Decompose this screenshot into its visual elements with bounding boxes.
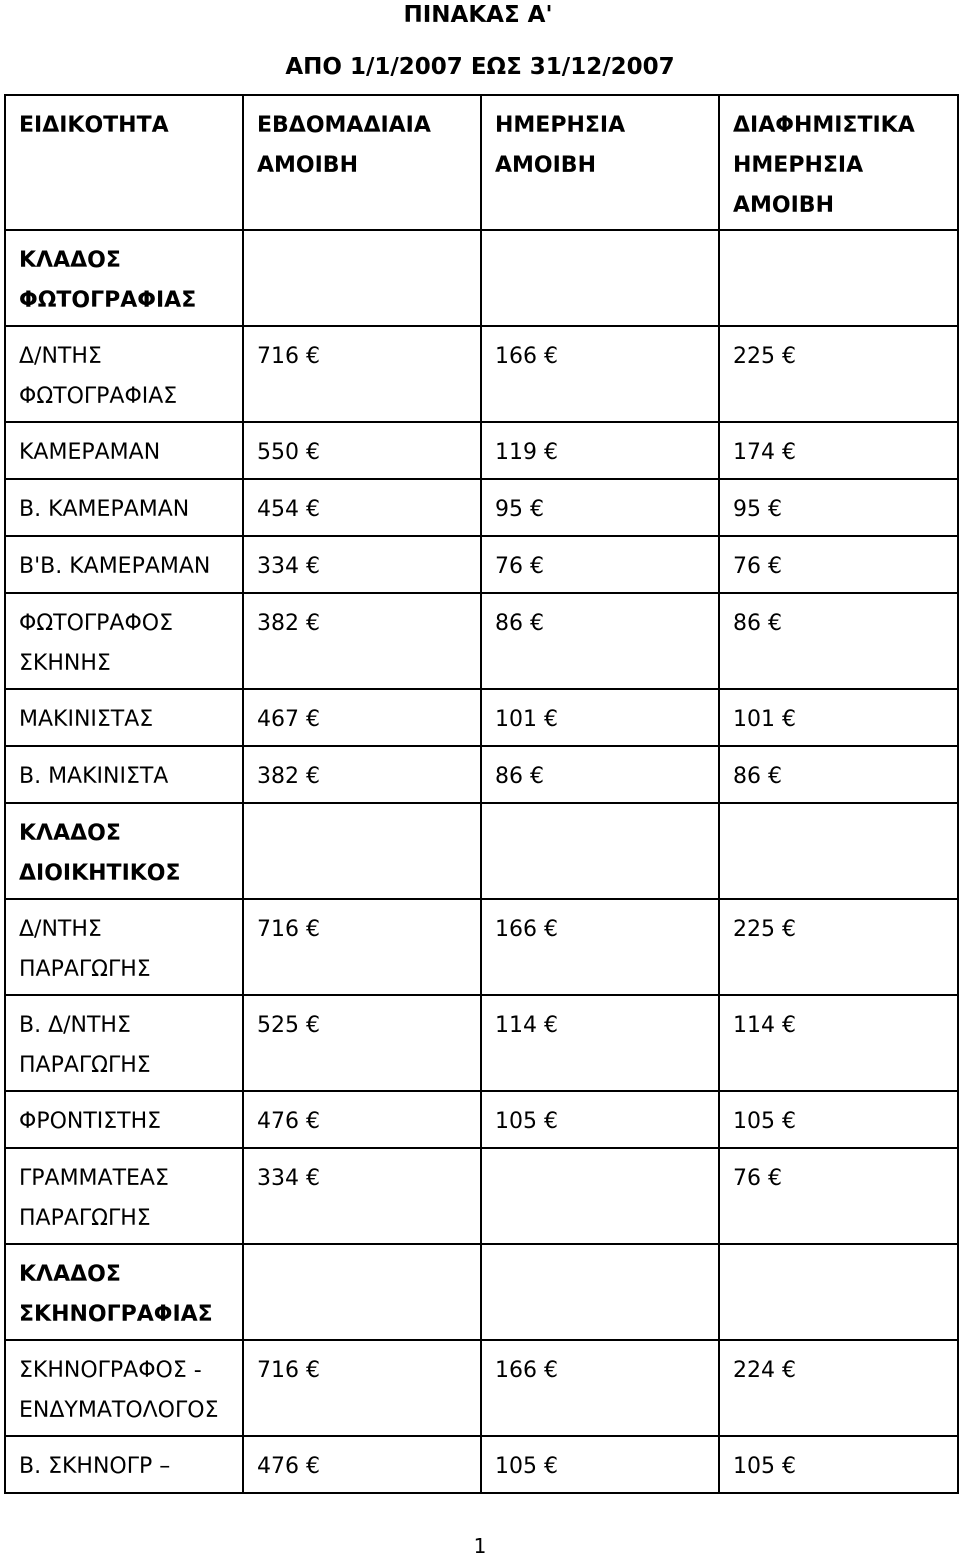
table-cell-weekly: 716 € <box>243 326 481 422</box>
table-cell-weekly: 382 € <box>243 746 481 803</box>
table-cell-weekly: 476 € <box>243 1436 481 1493</box>
table-cell-daily: 166 € <box>481 1340 719 1436</box>
table-cell <box>243 803 481 899</box>
table-cell-weekly: 382 € <box>243 593 481 689</box>
table-cell-weekly: 476 € <box>243 1091 481 1148</box>
table-cell <box>481 1244 719 1340</box>
section-label: ΚΛΑΔΟΣ ΦΩΤΟΓΡΑΦΙΑΣ <box>5 230 243 326</box>
table-cell-daily: 105 € <box>481 1436 719 1493</box>
section-row <box>5 1244 958 1340</box>
table-cell-weekly: 334 € <box>243 1148 481 1244</box>
table-header-row <box>5 95 958 230</box>
table-cell-advertising: 95 € <box>719 479 958 536</box>
table-cell-specialty: Δ/ΝΤΗΣ ΦΩΤΟΓΡΑΦΙΑΣ <box>5 326 243 422</box>
table-cell-advertising: 225 € <box>719 326 958 422</box>
table-cell-daily: 166 € <box>481 326 719 422</box>
table-cell-advertising: 86 € <box>719 593 958 689</box>
table-cell-specialty: Β'Β. ΚΑΜΕΡΑΜΑΝ <box>5 536 243 593</box>
table-cell-weekly: 454 € <box>243 479 481 536</box>
table-cell-weekly: 716 € <box>243 899 481 995</box>
table-row <box>5 479 958 536</box>
table-cell-specialty: ΣΚΗΝΟΓΡΑΦΟΣ - ΕΝΔΥΜΑΤΟΛΟΓΟΣ <box>5 1340 243 1436</box>
section-row <box>5 230 958 326</box>
table-cell <box>243 230 481 326</box>
table-cell-daily <box>481 1148 719 1244</box>
table-cell-daily: 119 € <box>481 422 719 479</box>
table-cell <box>719 803 958 899</box>
table-cell-daily: 166 € <box>481 899 719 995</box>
header-cell-advertising-daily-pay: ΔΙΑΦΗΜΙΣΤΙΚΑ ΗΜΕΡΗΣΙΑ ΑΜΟΙΒΗ <box>719 95 958 230</box>
table-row <box>5 593 958 689</box>
table-cell-advertising: 86 € <box>719 746 958 803</box>
table-row <box>5 326 958 422</box>
section-row <box>5 803 958 899</box>
table-cell-weekly: 467 € <box>243 689 481 746</box>
table-cell-specialty: Β. Δ/ΝΤΗΣ ΠΑΡΑΓΩΓΗΣ <box>5 995 243 1091</box>
table-cell-specialty: ΦΩΤΟΓΡΑΦΟΣ ΣΚΗΝΗΣ <box>5 593 243 689</box>
table-cell-advertising: 105 € <box>719 1091 958 1148</box>
table-row <box>5 995 958 1091</box>
table-cell-specialty: Β. ΣΚΗΝΟΓΡ – <box>5 1436 243 1493</box>
document-period: ΑΠΟ 1/1/2007 ΕΩΣ 31/12/2007 <box>285 54 675 80</box>
table-cell-advertising: 105 € <box>719 1436 958 1493</box>
table-cell <box>719 230 958 326</box>
table-cell-specialty: ΚΑΜΕΡΑΜΑΝ <box>5 422 243 479</box>
table-cell-advertising: 114 € <box>719 995 958 1091</box>
table-row <box>5 689 958 746</box>
table-cell-advertising: 76 € <box>719 1148 958 1244</box>
table-cell <box>719 1244 958 1340</box>
table-cell-advertising: 224 € <box>719 1340 958 1436</box>
table-cell <box>481 230 719 326</box>
table-row <box>5 899 958 995</box>
table-cell-weekly: 525 € <box>243 995 481 1091</box>
table-cell-daily: 95 € <box>481 479 719 536</box>
document-title: ΠΙΝΑΚΑΣ Α' <box>403 2 553 28</box>
section-label: ΚΛΑΔΟΣ ΣΚΗΝΟΓΡΑΦΙΑΣ <box>5 1244 243 1340</box>
table-cell-weekly: 334 € <box>243 536 481 593</box>
table-cell-daily: 76 € <box>481 536 719 593</box>
table-cell <box>481 803 719 899</box>
table-row <box>5 1340 958 1436</box>
table-cell-weekly: 550 € <box>243 422 481 479</box>
header-cell-weekly-pay: ΕΒΔΟΜΑΔΙΑΙΑ ΑΜΟΙΒΗ <box>243 95 481 230</box>
table-cell-daily: 114 € <box>481 995 719 1091</box>
table-cell-specialty: Δ/ΝΤΗΣ ΠΑΡΑΓΩΓΗΣ <box>5 899 243 995</box>
table-cell-advertising: 101 € <box>719 689 958 746</box>
table-cell-specialty: ΓΡΑΜΜΑΤΕΑΣ ΠΑΡΑΓΩΓΗΣ <box>5 1148 243 1244</box>
table-cell-daily: 86 € <box>481 593 719 689</box>
page-number: 1 <box>473 1534 487 1558</box>
table-cell-specialty: ΦΡΟΝΤΙΣΤΗΣ <box>5 1091 243 1148</box>
table-cell-specialty: Β. ΚΑΜΕΡΑΜΑΝ <box>5 479 243 536</box>
table-cell-daily: 105 € <box>481 1091 719 1148</box>
table-cell-advertising: 76 € <box>719 536 958 593</box>
table-row <box>5 1436 958 1493</box>
table-row <box>5 422 958 479</box>
section-label: ΚΛΑΔΟΣ ΔΙΟΙΚΗΤΙΚΟΣ <box>5 803 243 899</box>
table-cell <box>243 1244 481 1340</box>
table-cell-specialty: Β. ΜΑΚΙΝΙΣΤΑ <box>5 746 243 803</box>
table-row <box>5 746 958 803</box>
table-cell-daily: 101 € <box>481 689 719 746</box>
table-cell-advertising: 225 € <box>719 899 958 995</box>
table-cell-weekly: 716 € <box>243 1340 481 1436</box>
table-row <box>5 1091 958 1148</box>
table-cell-daily: 86 € <box>481 746 719 803</box>
salary-table <box>4 94 959 1494</box>
table-row <box>5 536 958 593</box>
header-cell-specialty: ΕΙΔΙΚΟΤΗΤΑ <box>5 95 243 230</box>
table-cell-advertising: 174 € <box>719 422 958 479</box>
header-cell-daily-pay: ΗΜΕΡΗΣΙΑ ΑΜΟΙΒΗ <box>481 95 719 230</box>
table-row <box>5 1148 958 1244</box>
table-cell-specialty: ΜΑΚΙΝΙΣΤΑΣ <box>5 689 243 746</box>
